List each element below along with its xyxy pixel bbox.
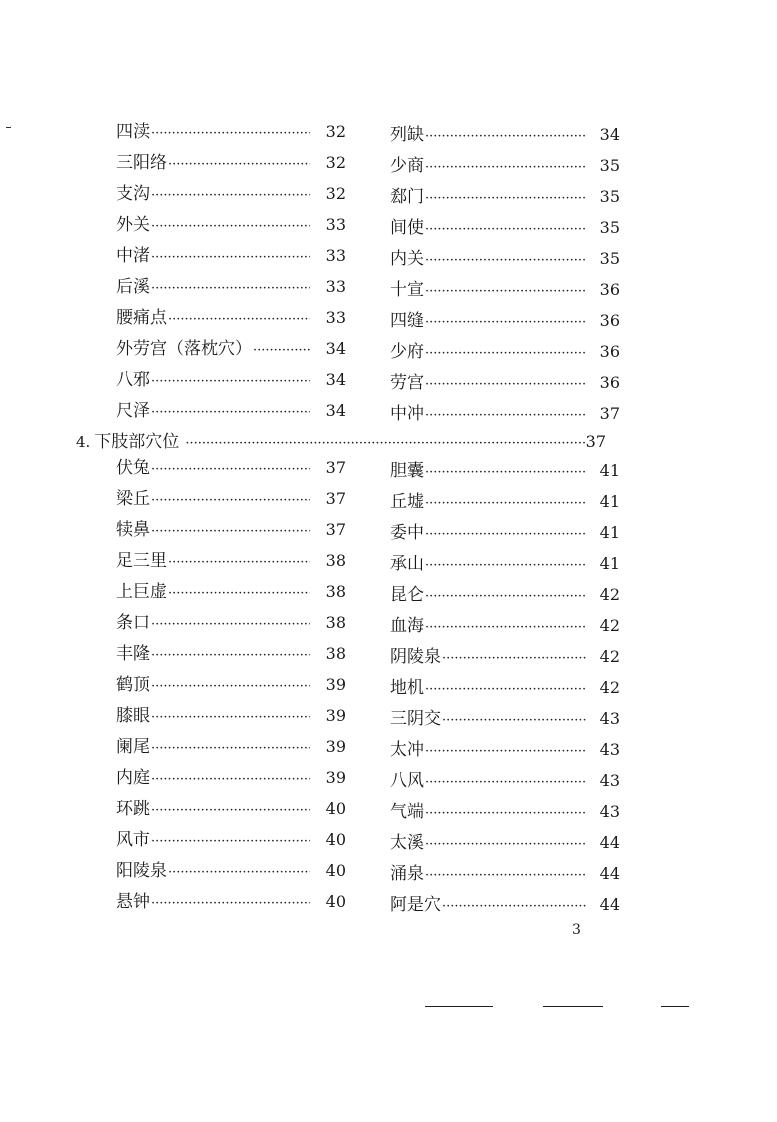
toc-entry [390,119,620,150]
toc-entry [390,305,620,336]
entry-title: 后溪 [116,277,150,297]
leader-dots [167,547,310,578]
entry-page-number: 34 [325,370,346,389]
entry-page-number: 42 [599,616,620,635]
entry-title: 风市 [116,830,150,850]
leader-dots [424,307,586,338]
entry-page-number: 43 [599,709,620,728]
toc-entry [390,889,620,920]
entry-title: 气端 [390,802,424,822]
entry-page-number: 32 [325,122,346,141]
leader-dots [441,643,586,674]
leader-dots [424,183,586,214]
leader-dots [424,276,586,307]
entry-page-number: 44 [599,833,620,852]
leader-dots [424,829,586,860]
entry-title: 四渎 [116,122,150,142]
leader-dots [424,519,586,550]
entry-title: 八邪 [116,370,150,390]
toc-entry [390,398,620,429]
toc-entry [116,452,346,483]
toc-entry [390,827,620,858]
entry-page-number: 43 [599,802,620,821]
entry-page-number: 36 [599,373,620,392]
entry-title: 尺泽 [116,401,150,421]
leader-dots [424,338,586,369]
leader-dots [424,550,586,581]
leader-dots [424,612,586,643]
entry-page-number: 35 [599,218,620,237]
entry-page-number: 34 [325,401,346,420]
toc-entry [116,209,346,240]
margin-mark [6,127,11,128]
entry-page-number: 40 [325,830,346,849]
entry-page-number: 39 [325,768,346,787]
leader-dots [150,485,310,516]
toc-entry [390,336,620,367]
entry-title: 中冲 [390,404,424,424]
leader-dots [150,702,310,733]
toc-entry [116,514,346,545]
leader-dots [150,764,310,795]
toc-entry [390,703,620,734]
toc-entry [116,762,346,793]
entry-title: 少商 [390,156,424,176]
leader-dots [424,736,586,767]
leader-dots [150,888,310,919]
toc-entry [390,672,620,703]
toc-entry [116,824,346,855]
toc-entry [390,765,620,796]
leader-dots [167,304,310,335]
footer-rule [543,1006,603,1007]
entry-page-number: 37 [325,458,346,477]
toc-entry [390,150,620,181]
entry-title: 伏兔 [116,458,150,478]
toc-entry [116,271,346,302]
entry-page-number: 41 [599,461,620,480]
toc-entry [390,796,620,827]
toc-entry [390,274,620,305]
entry-page-number: 35 [599,156,620,175]
entry-title: 地机 [390,678,424,698]
entry-title: 涌泉 [390,864,424,884]
entry-title: 悬钟 [116,892,150,912]
entry-page-number: 32 [325,153,346,172]
entry-title: 阿是穴 [390,895,441,915]
entry-page-number: 42 [599,647,620,666]
entry-title: 梁丘 [116,489,150,509]
entry-page-number: 36 [599,311,620,330]
leader-dots [150,366,310,397]
leader-dots [150,640,310,671]
entry-title: 四缝 [390,311,424,331]
toc-entry [116,302,346,333]
entry-page-number: 42 [599,585,620,604]
page-folio: 3 [572,922,581,938]
leader-dots [424,674,586,705]
section-page: 37 [585,432,606,451]
toc-entry [390,548,620,579]
footer-rule [425,1006,493,1007]
entry-title: 中渚 [116,246,150,266]
entry-page-number: 39 [325,737,346,756]
entry-page-number: 33 [325,246,346,265]
leader-dots [424,245,586,276]
entry-title: 内关 [390,249,424,269]
leader-dots [150,211,310,242]
toc-column-right-upper [390,119,620,429]
leader-dots [150,118,310,149]
toc-entry [116,793,346,824]
leader-dots [150,397,310,428]
entry-title: 内庭 [116,768,150,788]
entry-title: 八风 [390,771,424,791]
entry-title: 条口 [116,613,150,633]
leader-dots [424,581,586,612]
toc-entry [116,700,346,731]
entry-page-number: 35 [599,187,620,206]
leader-dots [424,214,586,245]
entry-title: 腰痛点 [116,308,167,328]
leader-dots [167,149,310,180]
leader-dots [150,273,310,304]
toc-entry [116,178,346,209]
entry-page-number: 43 [599,740,620,759]
leader-dots [150,795,310,826]
toc-column-left-lower [116,452,346,917]
toc-entry [116,364,346,395]
leader-dots [424,860,586,891]
toc-entry [390,734,620,765]
entry-title: 太冲 [390,740,424,760]
entry-title: 环跳 [116,799,150,819]
entry-title: 阳陵泉 [116,861,167,881]
entry-title: 十宣 [390,280,424,300]
entry-title: 足三里 [116,551,167,571]
toc-entry [116,147,346,178]
entry-page-number: 44 [599,895,620,914]
toc-entry [116,483,346,514]
leader-dots [424,798,586,829]
leader-dots [424,767,586,798]
leader-dots [424,488,586,519]
entry-title: 血海 [390,616,424,636]
entry-page-number: 41 [599,523,620,542]
entry-page-number: 37 [325,520,346,539]
section-number: 4. [76,433,91,451]
toc-entry [116,240,346,271]
entry-title: 太溪 [390,833,424,853]
toc-entry [390,641,620,672]
toc-entry [390,517,620,548]
toc-entry [390,610,620,641]
entry-title: 支沟 [116,184,150,204]
entry-page-number: 38 [325,582,346,601]
leader-dots [424,152,586,183]
entry-page-number: 36 [599,342,620,361]
entry-title: 委中 [390,523,424,543]
entry-title: 阴陵泉 [390,647,441,667]
leader-dots [150,242,310,273]
entry-page-number: 34 [599,125,620,144]
leader-dots [150,180,310,211]
toc-entry [116,886,346,917]
toc-entry [390,212,620,243]
toc-entry [390,455,620,486]
leader-dots [424,121,586,152]
toc-entry [390,367,620,398]
entry-title: 三阴交 [390,709,441,729]
entry-page-number: 41 [599,554,620,573]
entry-page-number: 40 [325,892,346,911]
entry-title: 膝眼 [116,706,150,726]
entry-title: 丰隆 [116,644,150,664]
leader-dots [150,609,310,640]
entry-page-number: 32 [325,184,346,203]
entry-title: 三阳络 [116,153,167,173]
toc-entry [390,243,620,274]
entry-page-number: 33 [325,308,346,327]
entry-title: 丘墟 [390,492,424,512]
entry-page-number: 38 [325,613,346,632]
leader-dots [441,705,586,736]
entry-page-number: 44 [599,864,620,883]
entry-title: 郄门 [390,187,424,207]
toc-entry [116,576,346,607]
entry-title: 犊鼻 [116,520,150,540]
entry-page-number: 38 [325,644,346,663]
entry-title: 承山 [390,554,424,574]
entry-page-number: 33 [325,215,346,234]
toc-entry [116,395,346,426]
entry-page-number: 40 [325,799,346,818]
entry-title: 昆仑 [390,585,424,605]
entry-title: 列缺 [390,125,424,145]
toc-entry [116,731,346,762]
entry-title: 阑尾 [116,737,150,757]
entry-title: 少府 [390,342,424,362]
entry-page-number: 38 [325,551,346,570]
entry-page-number: 41 [599,492,620,511]
leader-dots [150,516,310,547]
toc-column-left-upper [116,116,346,426]
leader-dots [150,671,310,702]
toc-entry [116,545,346,576]
leader-dots [150,454,310,485]
toc-entry [390,579,620,610]
entry-page-number: 36 [599,280,620,299]
section-title: 下肢部穴位 [94,432,180,452]
toc-entry [116,116,346,147]
entry-page-number: 35 [599,249,620,268]
leader-dots [441,891,586,922]
leader-dots [424,369,586,400]
entry-title: 外劳宫（落枕穴） [116,339,252,359]
entry-page-number: 37 [599,404,620,423]
toc-entry [390,181,620,212]
toc-entry [116,855,346,886]
leader-dots [424,457,586,488]
entry-page-number: 40 [325,861,346,880]
leader-dots [167,857,310,888]
entry-title: 鹤顶 [116,675,150,695]
entry-title: 外关 [116,215,150,235]
entry-title: 上巨虚 [116,582,167,602]
entry-page-number: 39 [325,675,346,694]
leader-dots [167,578,310,609]
footer-rule [661,1006,689,1007]
toc-entry [116,333,346,364]
entry-page-number: 37 [325,489,346,508]
entry-page-number: 42 [599,678,620,697]
leader-dots [150,733,310,764]
entry-page-number: 33 [325,277,346,296]
toc-column-right-lower [390,455,620,920]
entry-title: 胆囊 [390,461,424,481]
toc-entry [116,607,346,638]
toc-entry [390,858,620,889]
toc-entry [390,486,620,517]
entry-page-number: 39 [325,706,346,725]
leader-dots [150,826,310,857]
leader-dots [252,335,310,366]
toc-entry [116,669,346,700]
entry-title: 劳宫 [390,373,424,393]
entry-title: 间使 [390,218,424,238]
entry-page-number: 43 [599,771,620,790]
toc-entry [116,638,346,669]
entry-page-number: 34 [325,339,346,358]
